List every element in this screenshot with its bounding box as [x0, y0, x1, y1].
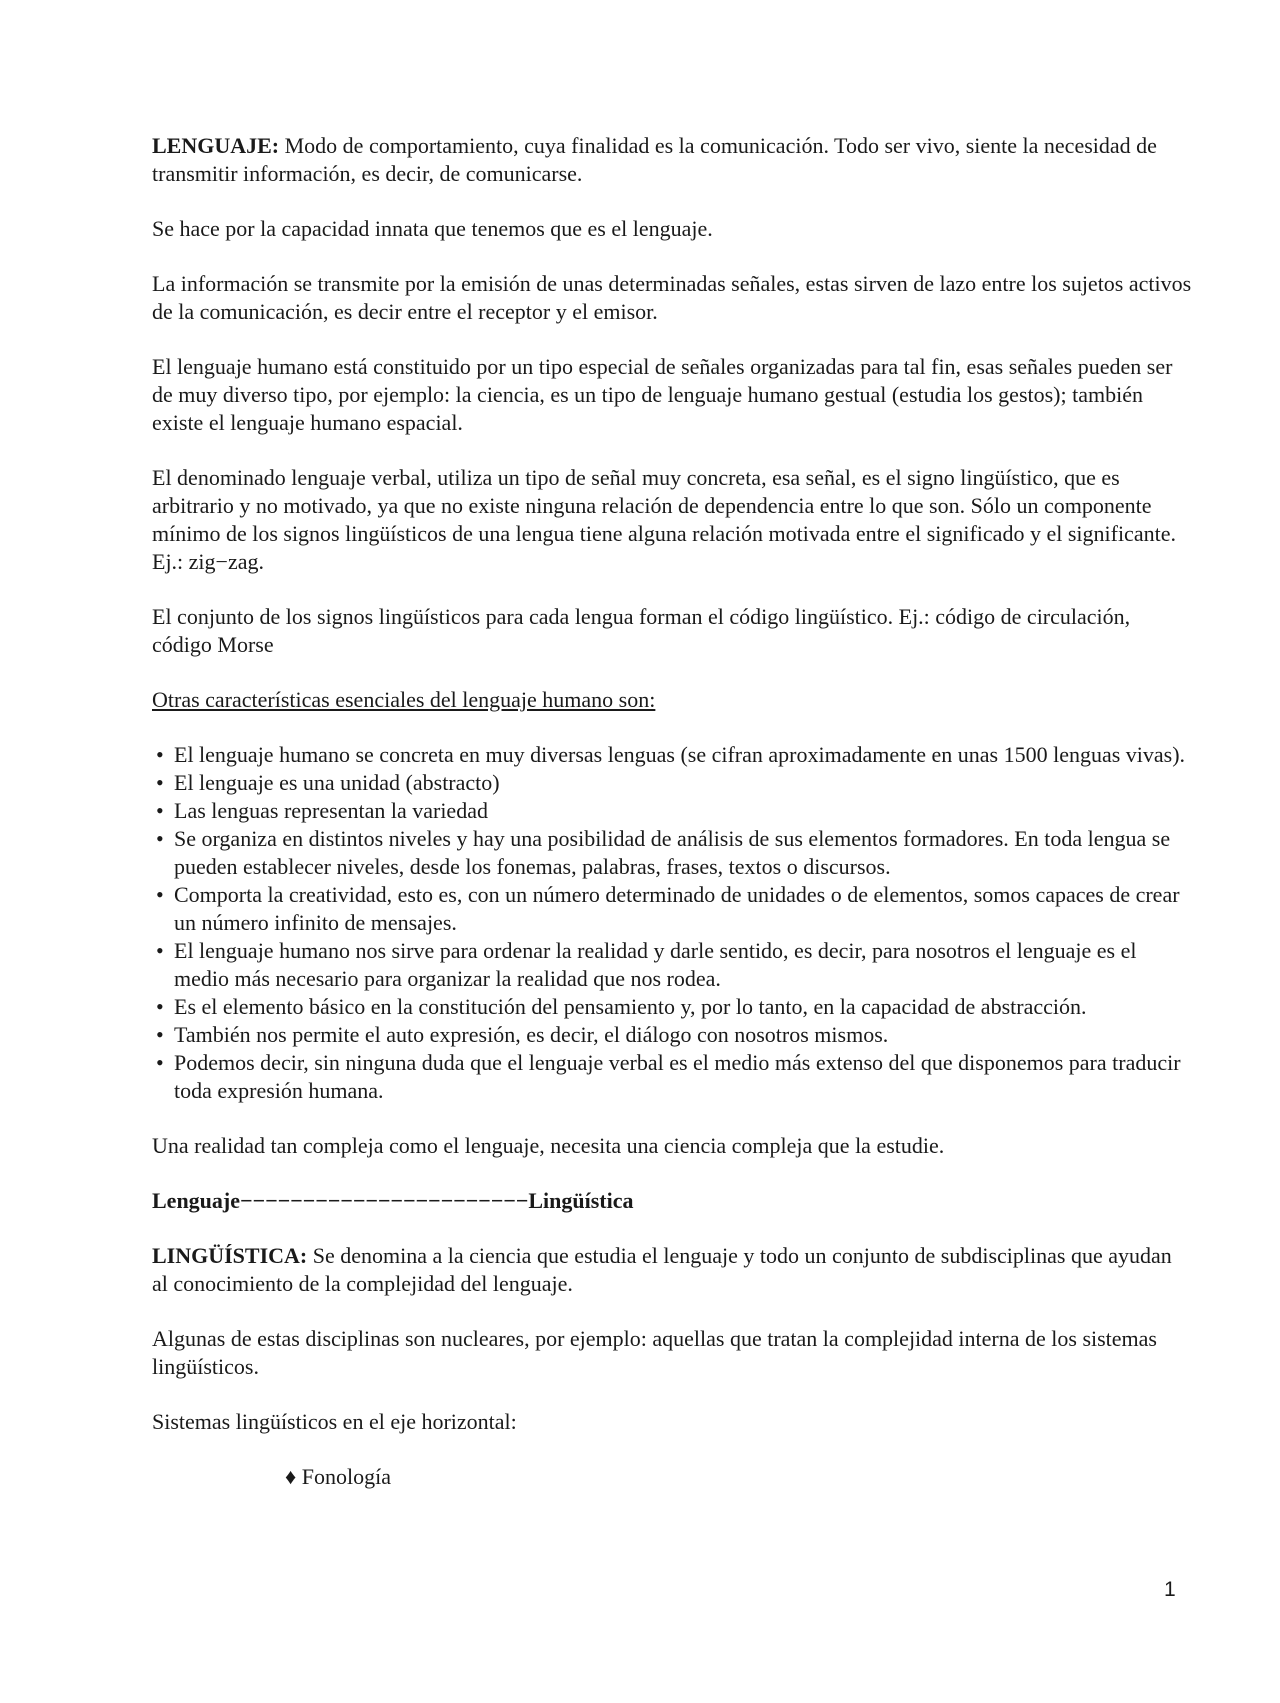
paragraph-realidad: Una realidad tan compleja como el lenguaje, necesita una ciencia compleja que la estudie.: [152, 1133, 945, 1158]
list-item: • Las lenguas representan la variedad: [152, 797, 1192, 825]
list-item: • Se organiza en distintos niveles y hay una posibilidad de análisis de sus elementos formadores. En toda lengua se pueden establecer niveles, desde los fonemas, palabras, frases, textos o discursos.: [152, 825, 1192, 881]
page-number: 1: [1164, 1578, 1176, 1601]
linguistica-definition-text: Se denomina a la ciencia que estudia el lenguaje y todo un conjunto de subdisciplinas que ayudan al conocimiento de la complejidad del lenguaje.: [152, 1243, 1172, 1296]
paragraph-lenguaje-definition: [152, 132, 1192, 188]
list-item: • Podemos decir, sin ninguna duda que el lenguaje verbal es el medio más extenso del que disponemos para traducir toda expresión humana.: [152, 1049, 1192, 1105]
relation-text: Lenguaje−−−−−−−−−−−−−−−−−−−−−−−Lingüística: [152, 1188, 634, 1213]
list-item: • Es el elemento básico en la constitución del pensamiento y, por lo tanto, en la capacidad de abstracción.: [152, 993, 1192, 1021]
term-lenguaje: LENGUAJE:: [152, 133, 280, 158]
paragraph-disciplinas: Algunas de estas disciplinas son nucleares, por ejemplo: aquellas que tratan la complejidad interna de los sistemas lingüísticos.: [152, 1326, 1157, 1379]
characteristics-list: [152, 741, 1192, 1105]
characteristics-heading: Otras características esenciales del lenguaje humano son:: [152, 687, 656, 712]
term-linguistica: LINGÜÍSTICA:: [152, 1243, 308, 1268]
paragraph-codigo: El conjunto de los signos lingüísticos para cada lengua forman el código lingüístico. Ej.: código de circulación, código Morse: [152, 604, 1131, 657]
list-item: • El lenguaje es una unidad (abstracto): [152, 769, 1192, 797]
paragraph-sistemas: Sistemas lingüísticos en el eje horizontal:: [152, 1409, 517, 1434]
paragraph-capacidad: Se hace por la capacidad innata que tenemos que es el lenguaje.: [152, 216, 713, 241]
subitem-fonologia: [285, 1463, 1192, 1491]
document-body: [152, 132, 1192, 1491]
paragraph-informacion: La información se transmite por la emisión de unas determinadas señales, estas sirven de lazo entre los sujetos activos de la comunicación, es decir entre el receptor y el emisor.: [152, 271, 1192, 324]
list-item: • Comporta la creatividad, esto es, con un número determinado de unidades o de elementos, somos capaces de crear un número infinito de mensajes.: [152, 881, 1192, 937]
diamond-bullet-icon: ♦: [285, 1464, 297, 1489]
paragraph-lenguaje-verbal: El denominado lenguaje verbal, utiliza un tipo de señal muy concreta, esa señal, es el signo lingüístico, que es arbitrario y no motivado, ya que no existe ninguna relación de dependencia entre lo que son. Sólo un componente mínimo de los signos lingüísticos de una lengua tiene alguna relación motivada entre el significado y el significante. Ej.: zig−zag.: [152, 465, 1176, 574]
list-item: • El lenguaje humano se concreta en muy diversas lenguas (se cifran aproximadamente en unas 1500 lenguas vivas).: [152, 741, 1192, 769]
list-item: • El lenguaje humano nos sirve para ordenar la realidad y darle sentido, es decir, para nosotros el lenguaje es el medio más necesario para organizar la realidad que nos rodea.: [152, 937, 1192, 993]
paragraph-lenguaje-humano: El lenguaje humano está constituido por un tipo especial de señales organizadas para tal fin, esas señales pueden ser de muy diverso tipo, por ejemplo: la ciencia, es un tipo de lenguaje humano gestual (estudia los gestos); también existe el lenguaje humano espacial.: [152, 354, 1173, 435]
list-item: • También nos permite el auto expresión, es decir, el diálogo con nosotros mismos.: [152, 1021, 1192, 1049]
relation-line: [152, 1187, 1192, 1215]
subitem-label: Fonología: [301, 1464, 391, 1489]
paragraph-linguistica-definition: [152, 1242, 1192, 1298]
lenguaje-definition-text: Modo de comportamiento, cuya finalidad es la comunicación. Todo ser vivo, siente la necesidad de transmitir información, es decir, de comunicarse.: [152, 133, 1157, 186]
